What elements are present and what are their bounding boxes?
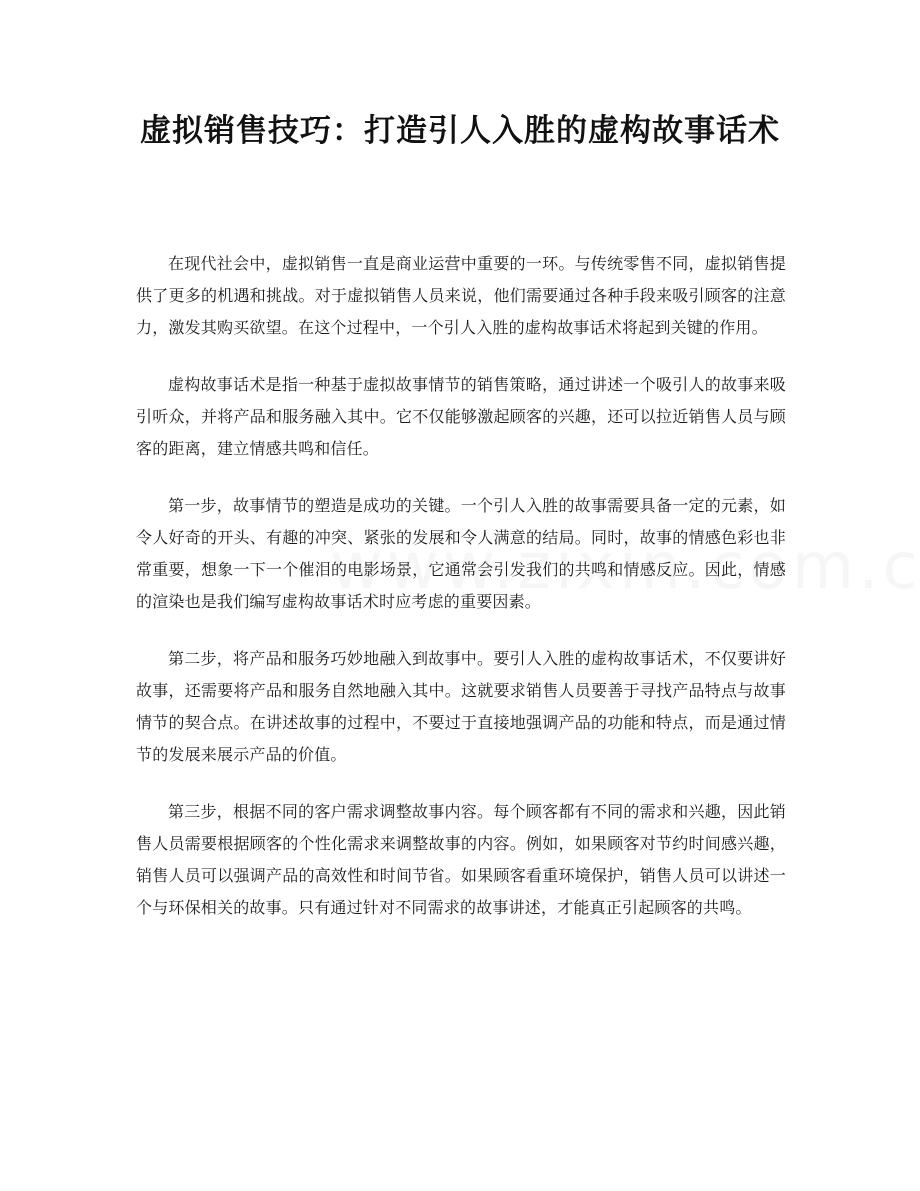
- paragraph-1: 在现代社会中，虚拟销售一直是商业运营中重要的一环。与传统零售不同，虚拟销售提供了更多的机遇和挑战。对于虚拟销售人员来说，他们需要通过各种手段来吸引顾客的注意力，激发其购买欲望。在这个过程中，一个引人入胜的虚构故事话术将起到关键的作用。: [136, 254, 786, 337]
- document-title: 虚拟销售技巧：打造引人入胜的虚构故事话术: [140, 113, 780, 149]
- paragraph-2: 虚构故事话术是指一种基于虚拟故事情节的销售策略，通过讲述一个吸引人的故事来吸引听众，并将产品和服务融入其中。它不仅能够激起顾客的兴趣，还可以拉近销售人员与顾客的距离，建立情感共鸣和信任。: [136, 375, 786, 458]
- paragraph-3: 第一步，故事情节的塑造是成功的关键。一个引人入胜的故事需要具备一定的元素，如令人好奇的开头、有趣的冲突、紧张的发展和令人满意的结局。同时，故事的情感色彩也非常重要，想象一下一个催泪的电影场景，它通常会引发我们的共鸣和情感反应。因此，情感的渲染也是我们编写虚构故事话术时应考虑的重要因素。: [136, 496, 786, 611]
- document-body: [136, 248, 786, 949]
- paragraph-4: 第二步，将产品和服务巧妙地融入到故事中。要引人入胜的虚构故事话术，不仅要讲好故事，还需要将产品和服务自然地融入其中。这就要求销售人员要善于寻找产品特点与故事情节的契合点。在讲述故事的过程中，不要过于直接地强调产品的功能和特点，而是通过情节的发展来展示产品的价值。: [136, 649, 786, 764]
- paragraph-5: 第三步，根据不同的客户需求调整故事内容。每个顾客都有不同的需求和兴趣，因此销售人员需要根据顾客的个性化需求来调整故事的内容。例如，如果顾客对节约时间感兴趣，销售人员可以强调产品的高效性和时间节省。如果顾客看重环境保护，销售人员可以讲述一个与环保相关的故事。只有通过针对不同需求的故事讲述，才能真正引起顾客的共鸣。: [136, 802, 786, 917]
